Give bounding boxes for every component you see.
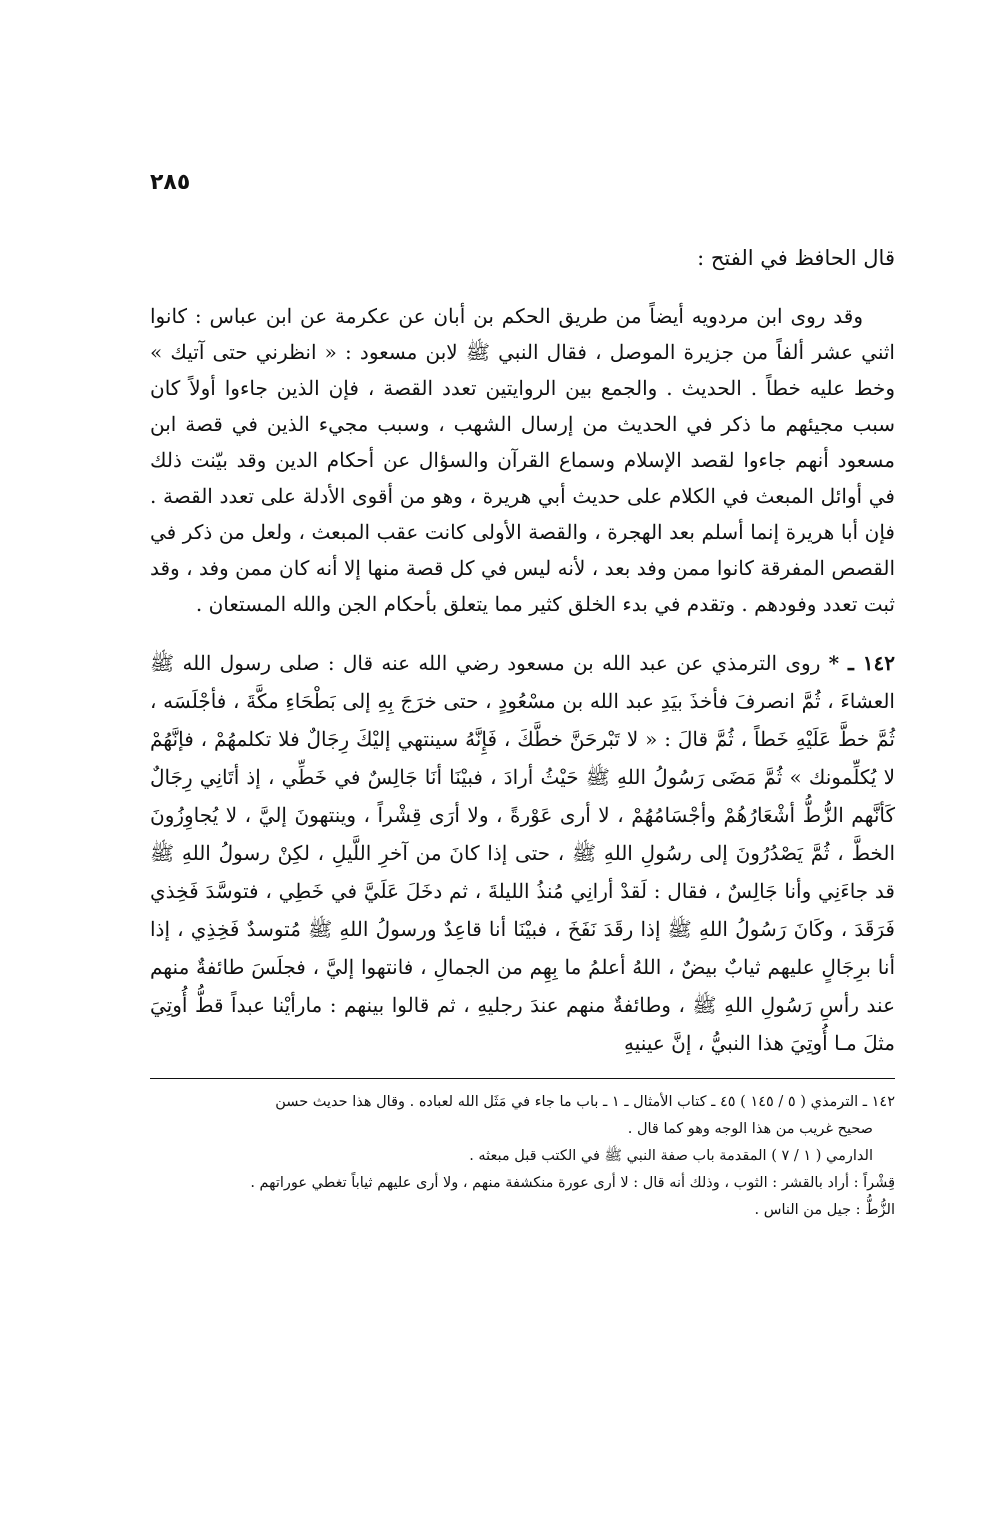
footnote-line: الدارمي ( ١ / ٧ ) المقدمة باب صفة النبي ﷺ في الكتب قبل مبعثه .	[469, 1148, 873, 1164]
hadith-paragraph	[150, 644, 895, 1062]
book-page	[150, 170, 895, 1224]
footnote-divider	[150, 1078, 895, 1079]
page-number: ٢٨٥	[150, 170, 191, 195]
footnote-line: قِشْراً : أراد بالقشر : الثوب ، وذلك أنه قال : لا أرى عورة منكشفة منهم ، ولا أرى عليهم ثياباً تغطي عوراتهم .	[250, 1175, 895, 1191]
hadith-text: روى الترمذي عن عبد الله بن مسعود رضي الله عنه قال : صلى رسول الله ﷺ العشاءَ ، ثُمَّ انصرفَ فأخذَ بيَدِ عبد الله بن مسْعُودٍ ، حتى خرَجَ بِهِ إلى بَطْحَاءِ مكَّةَ ، فأجْلَسَه ، ثُمَّ خطَّ عَلَيْهِ خَطاً ، ثُمَّ قالَ : « لا تَبْرحَنَّ خطَّكَ ، فَإِنَّهُ سينتهي إليْكَ رِجَالٌ فلا تكلمهُمْ ، فإنَّهُمْ لا يُكلِّمونك » ثُمَّ مَضَى رَسُولُ اللهِ ﷺ حَيْثُ أرادَ ، فبيْنَا أنَا جَالِسٌ في خَطِّي ، إذ أتَانِي رِجَالٌ كَأنَّهم الزُّطُّ أشْعَارُهُمْ وأجْسَامُهُمْ ، لا أرى عَوْرةً ، ولا أرَى قِشْراً ، وينتهونَ إليَّ ، لا يُجاوِزُونَ الخطَّ ، ثُمَّ يَصْدُرُونَ إلى رسُولِ اللهِ ﷺ ، حتى إذا كانَ من آخرِ اللَّيلِ ، لكِنْ رسولُ اللهِ ﷺ قد جاءَنِي وأنا جَالِسٌ ، فقال : لَقدْ أرانِي مُنذُ الليلةَ ، ثم دخَلَ عَلَيَّ في خَطِي ، فتوسَّدَ فَخِذي فَرَقَدَ ، وكَانَ رَسُولُ اللهِ ﷺ إذا رقَدَ نَفَخَ ، فبيْنَا أنا قاعِدٌ ورسولُ اللهِ ﷺ مُتوسدٌ فَخِذِي ، إذا أنا برِجَالٍ عليهم ثيابٌ بيضٌ ، اللهُ أعلمُ ما بِهِم من الجمالِ ، فانتهوا إليَّ ، فجلَسَ طائفةٌ منهم عند رأسِ رَسُولِ اللهِ ﷺ ، وطائفةٌ منهم عندَ رجليهِ ، ثم قالوا بينهم : مارأيْنا عبداً قطُّ أُوتِيَ مثلَ مـا أُوتِيَ هذا النبيُّ ، إنَّ عينيهِ	[150, 651, 895, 1055]
footnote-line: صحيح غريب من هذا الوجه وهو كما قال .	[627, 1121, 873, 1137]
section-heading: قال الحافظ في الفتح :	[697, 246, 895, 270]
commentary-paragraph: وقد روى ابن مردويه أيضاً من طريق الحكم بن أبان عن عكرمة عن ابن عباس : كانوا اثني عشر ألفاً من جزيرة الموصل ، فقال النبي ﷺ لابن مسعود : « انظرني حتى آتيك » وخط عليه خطاً . الحديث . والجمع بين الروايتين تعدد القصة ، فإن الذين جاءوا أولاً كان سبب مجيئهم ما ذكر في الحديث من إرسال الشهب ، وسبب مجيء الذين في قصة ابن مسعود أنهم جاءوا لقصد الإسلام وسماع القرآن والسؤال عن أحكام الدين وقد بيّنت ذلك في أوائل المبعث في الكلام على حديث أبي هريرة ، وهو من أقوى الأدلة على تعدد القصة . فإن أبا هريرة إنما أسلم بعد الهجرة ، والقصة الأولى كانت عقب المبعث ، ولعل من ذكر في القصص المفرقة كانوا ممن وفد بعد ، لأنه ليس في كل قصة منها إلا أنه كان ممن وفد ، وقد ثبت تعدد وفودهم . وتقدم في بدء الخلق كثير مما يتعلق بأحكام الجن والله المستعان .	[150, 304, 895, 616]
footnote-line: الزُّطُّ : جيل من الناس .	[754, 1202, 895, 1218]
footnote-line: ١٤٢ ـ الترمذي ( ٥ / ١٤٥ ) ٤٥ ـ كتاب الأمثال ـ ١ ـ باب ما جاء في مَثَل الله لعباده . وقال هذا حديث حسن	[275, 1094, 895, 1110]
hadith-number: ١٤٢ ـ *	[828, 651, 895, 675]
footnotes	[150, 1089, 895, 1224]
